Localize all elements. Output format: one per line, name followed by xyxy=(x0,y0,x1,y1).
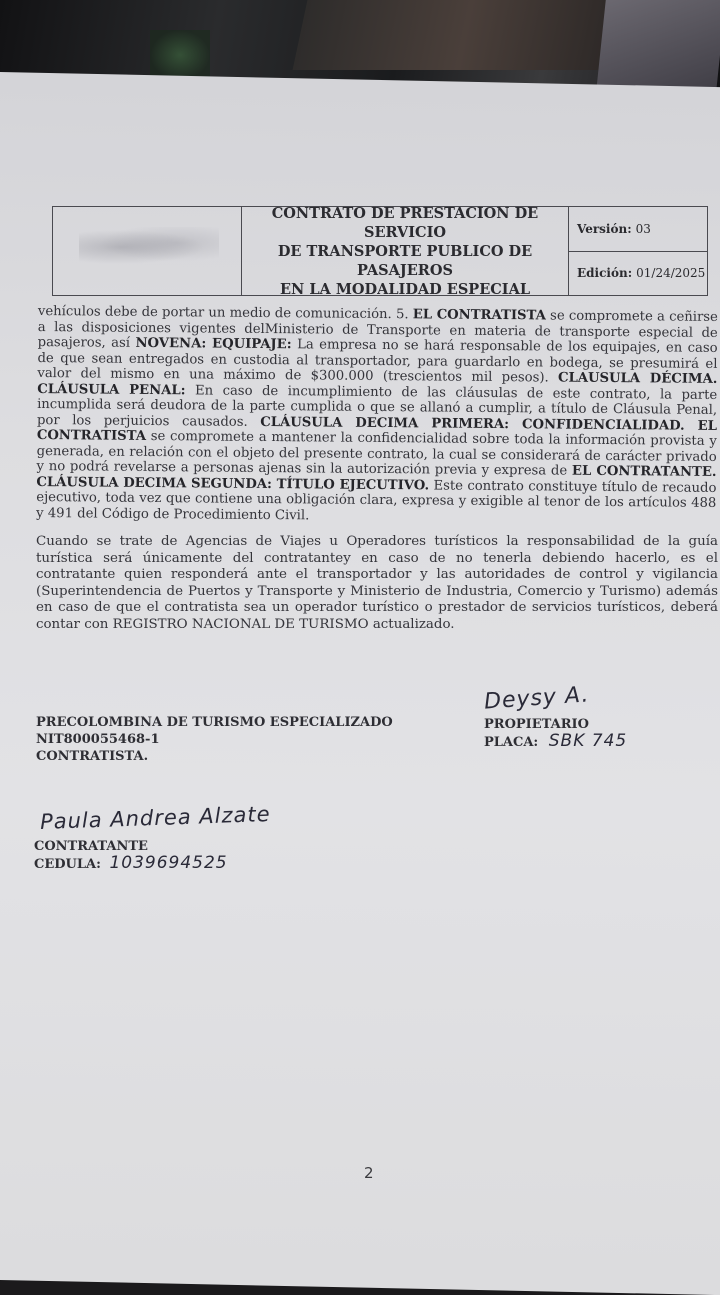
clause-text: vehículos debe de portar un medio de comunicación. 5. xyxy=(37,304,409,323)
client-signature-block xyxy=(34,838,228,873)
id-row xyxy=(34,855,228,873)
title-line-3: EN LA MODALIDAD ESPECIAL xyxy=(279,280,531,298)
edition-cell xyxy=(569,252,707,296)
title-line-1: CONTRATO DE PRESTACION DE SERVICIO xyxy=(271,204,539,241)
client-role: CONTRATANTE xyxy=(34,839,148,854)
version-value: 03 xyxy=(635,221,651,236)
clause-heading-titulo-ejecutivo: EL CONTRATANTE. CLÁUSULA DECIMA SEGUNDA: TÍTULO EJECUTIVO. xyxy=(36,463,717,493)
edition-label: Edición: xyxy=(577,266,633,281)
clause-heading-equipaje: NOVENA: EQUIPAJE: xyxy=(135,335,292,353)
plate-row xyxy=(484,733,627,751)
clause-text: En caso de incumplimiento de las cláusulas de este contrato, la parte incumplida será deudora de la parte cumplida o que se allanó a cumplir, a título de Cláusula Penal, por los perjuicios causados. xyxy=(36,382,718,430)
document-title xyxy=(242,204,569,298)
version-cell xyxy=(569,207,707,252)
clause-text: se compromete a mantener la confidencialidad sobre toda la información provista y generada, en relación con el objeto del presente contrato, la cual se considerará de carácter privado y no podrá revelarse a personas ajenas sin la autorización previa y expresa de xyxy=(36,428,717,479)
owner-role: PROPIETARIO xyxy=(484,717,589,732)
company-logo xyxy=(53,207,242,295)
contractor-role: CONTRATISTA. xyxy=(36,749,149,764)
contract-clauses-paragraph xyxy=(36,304,718,527)
clause-text: La empresa no se hará responsable de los equipajes, en caso de que sean entregados en custodia al transportador, para guardarlo en bodega, se presumirá el valor del mismo en una máximo de $300.000 (trescientos mil pesos). xyxy=(37,337,718,386)
contractor-signature-block xyxy=(36,714,393,765)
clause-text: Este contrato constituye título de recaudo ejecutivo, toda vez que contiene una obligación clara, expresa y exigible al tenor de los artículos 488 y 491 del Código de Procedimiento Civil. xyxy=(36,477,717,523)
company-nit: NIT800055468-1 xyxy=(36,732,160,747)
client-handwritten-signature: Paula Andrea Alzate xyxy=(39,801,271,835)
edition-value: 01/24/2025 xyxy=(636,266,706,281)
document-header xyxy=(52,206,708,296)
owner-handwritten-signature: Deysy A. xyxy=(483,682,591,715)
clause-heading-penal: CLAUSULA DÉCIMA. CLÁUSULA PENAL: xyxy=(37,370,718,398)
plate-handwritten: SBK 745 xyxy=(548,731,628,751)
clause-text: se compromete a ceñirse a las disposiciones vigentes delMinisterio de Transporte en materia de transporte especial de pasajeros, así xyxy=(37,308,718,351)
tourism-paragraph: Cuando se trate de Agencias de Viajes u Operadores turísticos la responsabilidad de la guía turística será únicamente del contratantey en caso de no tenerla debiendo hacerlo, es el contratante quien responderá ante el transportador y las autoridades de control y vigilancia (Superintendencia de Puertos y Transporte y Ministerio de Industria, Comercio y Turismo) además en caso de que el contratista sea un operador turístico o prestador de servicios turísticos, deberá contar con REGISTRO NACIONAL DE TURISMO actualizado. xyxy=(36,534,718,632)
title-line-2: DE TRANSPORTE PUBLICO DE PASAJEROS xyxy=(277,242,533,279)
id-handwritten: 1039694525 xyxy=(109,853,228,873)
clause-bold: EL CONTRATISTA xyxy=(412,307,546,324)
document-meta xyxy=(569,207,707,295)
plate-label: PLACA: xyxy=(484,735,539,750)
id-label: CEDULA: xyxy=(34,857,101,872)
company-name: PRECOLOMBINA DE TURISMO ESPECIALIZADO xyxy=(36,715,393,730)
clause-heading-confidencialidad: CLÁUSULA DECIMA PRIMERA: CONFIDENCIALIDAD. EL CONTRATISTA xyxy=(36,414,718,444)
owner-signature-block xyxy=(484,716,627,751)
version-label: Versión: xyxy=(577,221,632,236)
page-number: 2 xyxy=(364,1164,374,1182)
